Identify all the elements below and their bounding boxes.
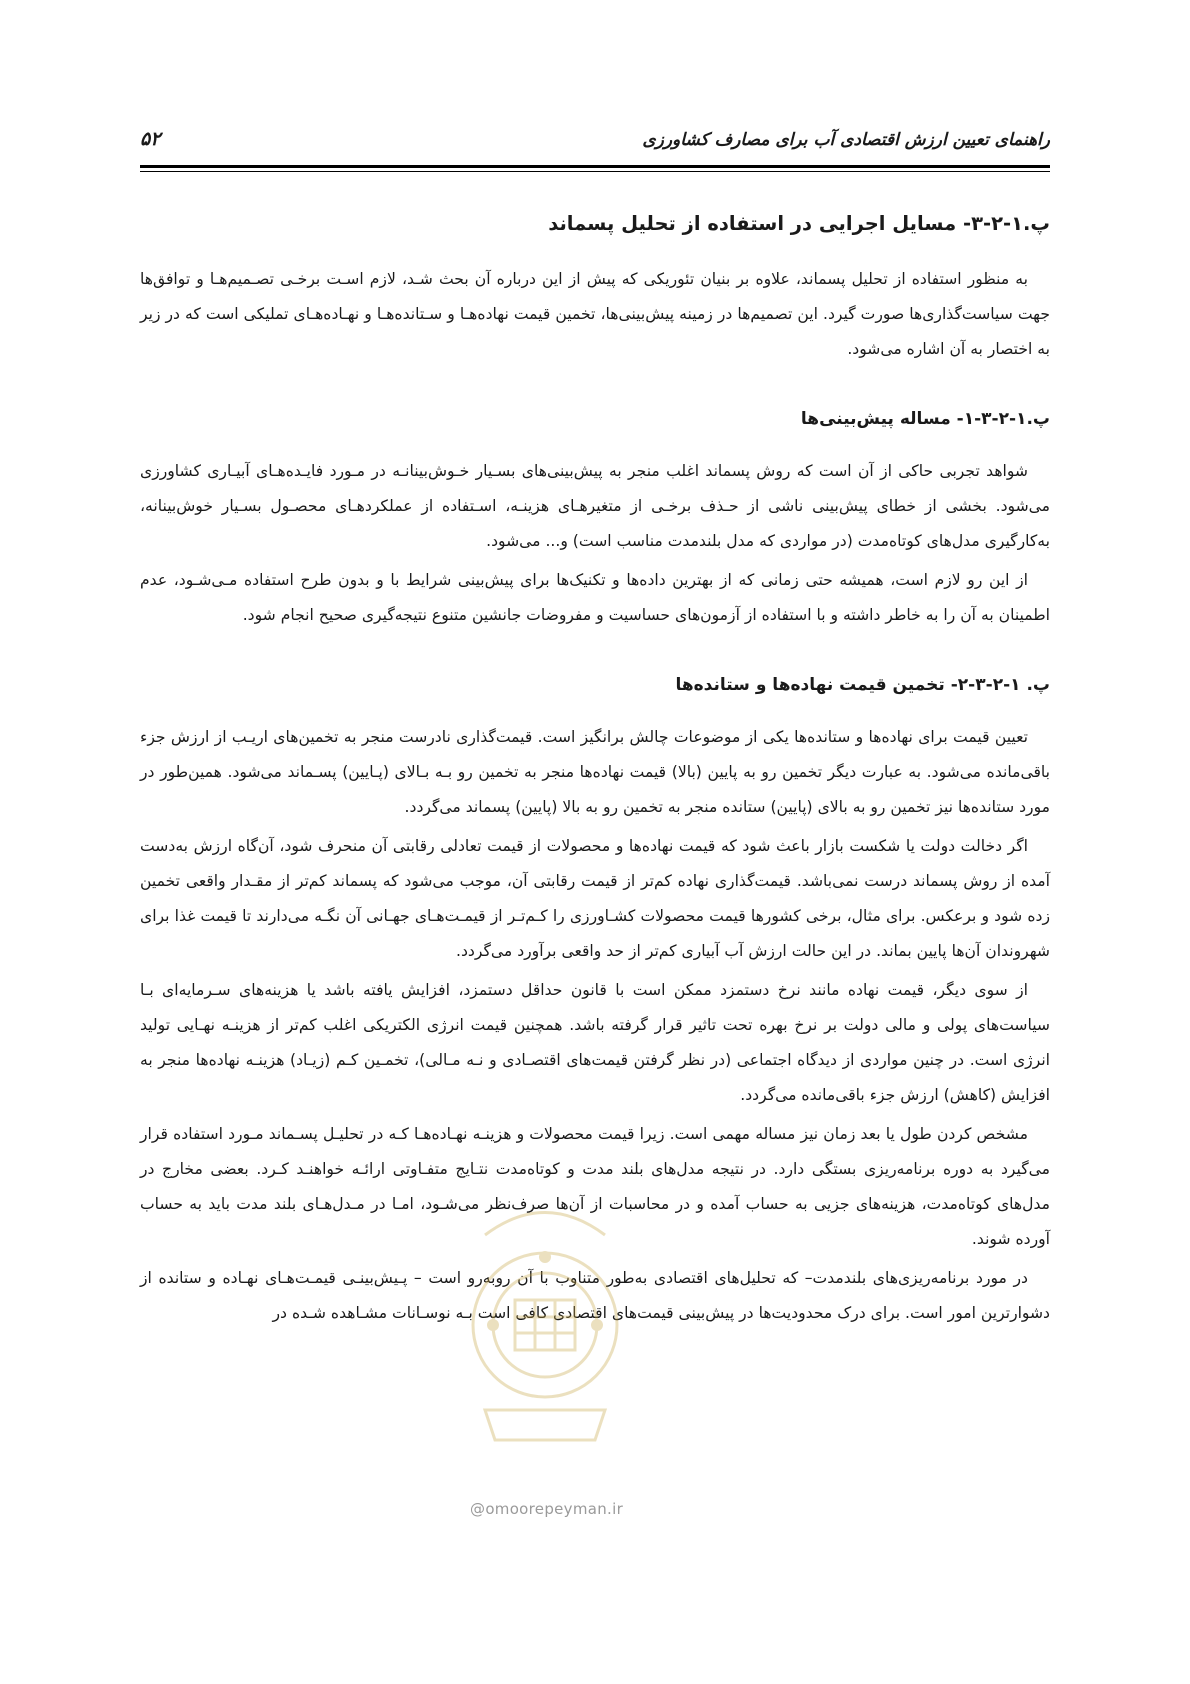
watermark-logo-icon [445,1195,645,1485]
paragraph: از سوی دیگر، قیمت نهاده مانند نرخ دستمزد ممکن است با قانون حداقل دستمزد، افزایش یافته باشد یا هزینه‌های سـرمایه‌ای بـا سیاست‌های پولی و مالی دولت بر نرخ بهره تحت تاثیر قرار گرفته باشد. همچنین قیمت انرژی الکتریکی اغلب کم‌تر از هزینـه نهـایی تولید انرژی است. در چنین مواردی از دیدگاه اجتماعی (در نظر گرفتن قیمت‌های اقتصـادی و نـه مـالی)، تخمـین کـم (زیـاد) هزینـه نهاده‌ها منجر به افزایش (کاهش) ارزش جزء باقی‌مانده می‌گردد. [140,981,1050,1104]
subsection-heading-forecasting: پ.۱-۲-۳-۱- مساله پیش‌بینی‌ها [800,409,1050,429]
paragraph: از این رو لازم است، همیشه حتی زمانی که از بهترین داده‌ها و تکنیک‌ها برای پیش‌بینی شرایط با و بدون طرح استفاده مـی‌شـود، عدم اطمینان به آن را به خاطر داشته و با استفاده از آزمون‌های حساسیت و مفروضات جانشین متنوع نتیجه‌گیری صحیح انجام شود. [140,571,1050,624]
header-rule-thick [140,165,1050,168]
subsection-heading-price-estimation: پ. ۱-۲-۳-۲- تخمین قیمت نهاده‌ها و ستانده‌ها [675,675,1050,695]
body-content [140,212,1050,1335]
header-rule-thin [140,171,1050,172]
page-number: ۵۲ [140,128,161,150]
paragraph: اگر دخالت دولت یا شکست بازار باعث شود که قیمت نهاده‌ها و محصولات از قیمت تعادلی رقابتی آن منحرف شود، آن‌گاه ارزش به‌دست آمده از روش پسماند درست نمی‌باشد. قیمت‌گذاری نهاده کم‌تر از قیمت رقابتی آن، موجب می‌شود که پسماند کم‌تر از مقـدار واقعی تخمین زده شود و برعکس. برای مثال، برخی کشورها قیمت محصولات کشـاورزی را کـم‌تـر از قیمـت‌هـای جهـانی آن نگـه می‌دارند تا قیمت غذا برای شهروندان آن‌ها پایین بماند. در این حالت ارزش آب آبیاری کم‌تر از حد واقعی برآورد می‌گردد. [140,837,1050,960]
paragraph: تعیین قیمت برای نهاده‌ها و ستانده‌ها یکی از موضوعات چالش برانگیز است. قیمت‌گذاری نادرست منجر به تخمین‌های اریـب از ارزش جزء باقی‌مانده می‌شود. به عبارت دیگر تخمین رو به پایین (بالا) قیمت نهاده‌ها منجر به تخمین رو بـه بـالای (پـایین) پسـماند می‌شود. همین‌طور در مورد ستانده‌ها نیز تخمین رو به بالای (پایین) ستانده منجر به تخمین رو به بالا (پایین) پسماند می‌گردد. [140,728,1050,816]
paragraph: مشخص کردن طول یا بعد زمان نیز مساله مهمی است. زیرا قیمت محصولات و هزینـه نهـاده‌هـا کـه در تحلیـل پسـماند مـورد استفاده قرار می‌گیرد به دوره برنامه‌ریزی بستگی دارد. در نتیجه مدل‌های بلند مدت و کوتاه‌مدت نتـایج متفـاوتی ارائـه خواهنـد کـرد. بعضی مخارج در مدل‌های کوتاه‌مدت، هزینه‌های جزیی به حساب آمده و در محاسبات از آن‌ها صرف‌نظر می‌شـود، امـا در مـدل‌هـای بلند مدت باید به حساب آورده شوند. [140,1125,1050,1248]
running-header-title: راهنمای تعیین ارزش اقتصادی آب برای مصارف کشاورزی [642,130,1050,150]
running-header [140,128,1050,164]
paragraph: شواهد تجربی حاکی از آن است که روش پسماند اغلب منجر به پیش‌بینی‌های بسـیار خـوش‌بینانـه در مـورد فایـده‌هـای آبیـاری کشاورزی می‌شود. بخشی از خطای پیش‌بینی ناشی از حـذف برخـی از متغیرهـای هزینـه، اسـتفاده از عملکردهـای محصـول بسـیار خوش‌بینانه، به‌کارگیری مدل‌های کوتاه‌مدت (در مواردی که مدل بلندمدت مناسب است) و... می‌شود. [140,462,1050,550]
paragraph: در مورد برنامه‌ریزی‌های بلندمدت– که تحلیل‌های اقتصادی به‌طور متناوب با آن روبه‌رو است – پـیش‌بینـی قیمـت‌هـای نهـاده و ستانده از دشوارترین امور است. برای درک محدودیت‌ها در پیش‌بینی قیمت‌های اقتصادی کافی است بـه نوسـانات مشـاهده شـده در [140,1269,1050,1322]
watermark-text: @omoorepeyman.ir [470,1500,624,1518]
section-heading: پ.۱-۲-۳- مسایل اجرایی در استفاده از تحلیل پسماند [548,212,1050,235]
section-intro-paragraph: به منظور استفاده از تحلیل پسماند، علاوه بر بنیان تئوریکی که پیش از این درباره آن بحث شـد، لازم اسـت برخـی تصـمیم‌هـا و توافق‌ها جهت سیاست‌گذاری‌ها صورت گیرد. این تصمیم‌ها در زمینه پیش‌بینی‌ها، تخمین قیمت نهاده‌هـا و سـتانده‌هـا و نهـاده‌هـای تملیکی است که در زیر به اختصار به آن اشاره می‌شود. [140,270,1050,358]
